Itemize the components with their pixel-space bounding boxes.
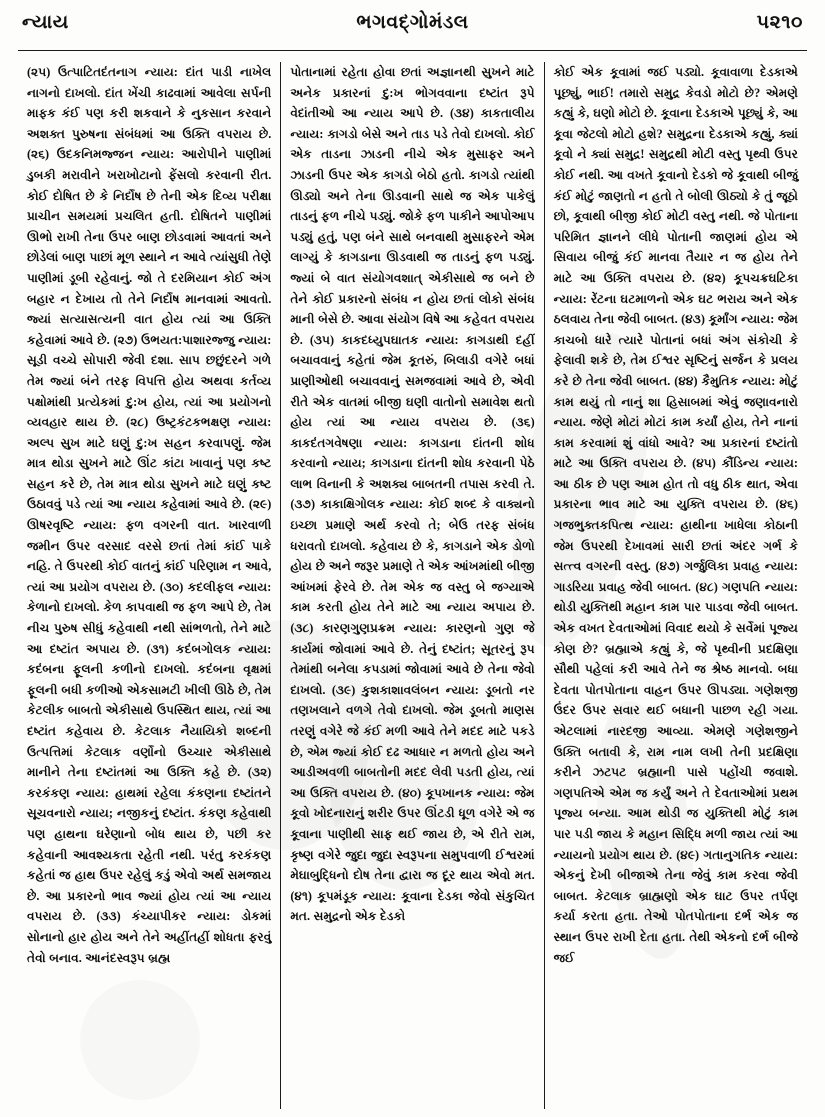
column-paragraph: પોતાનામાં રહેતા હોવા છતાં અજ્ઞાનથી સુખને માટે અનેક પ્રકારનાં દુ:ખ ભોગવવાના દષ્ટાંત રૂપે વેદાંતીઓ આ ન્યાય આપે છે. (૩૪) કાકતાલીય ન્યાય: કાગડો બેસે અને તાડ પડે તેવો દાખલો. કોઈ એક તાડના ઝાડની નીચે એક મુસાફર અને ઝાડની ઉપર એક કાગડો બેઠો હતો. કાગડો ત્યાંથી ઊડ્યો અને તેના ઊડવાની સાથે જ એક પાકેલું તાડનું ફળ નીચે પડ્યું. જોકે ફળ પાકીને આપોઆપ પડ્યું હતું, પણ બંને સાથે બનવાથી મુસાફરને એમ લાગ્યું કે કાગડાના ઊડવાથી જ તાડનું ફળ પડ્યું. જ્યાં બે વાત સંયોગવશાત્ એકીસાથે જ બને છે તેને કોઈ પ્રકારનો સંબંધ ન હોય છતાં લોકો સંબંધ માની બેસે છે. આવા સંયોગ વિષે આ કહેવત વપરાય છે. (૩૫) કાકદધ્યુપઘાતક ન્યાય: કાગડાથી દહીં બચાવવાનું કહેતાં જેમ કૂતરું, બિલાડી વગેરે બધાં પ્રાણીઓથી બચાવવાનું સમજવામાં આવે છે, એવી રીતે એક વાતમાં બીજી ઘણી વાતોનો સમાવેશ થતો હોય ત્યાં આ ન્યાય વપરાય છે. (૩૬) કાકદંતગવેષણા ન્યાય: કાગડાના દાંતની શોધ કરવાનો ન્યાય; કાગડાના દાંતની શોધ કરવાની પેઠે લાભ વિનાની કે અશક્ય બાબતની તપાસ કરવી તે. (૩૭) કાકાક્ષિગોલક ન્યાય: કોઈ શબ્દ કે વાક્યનો ઇચ્છા પ્રમાણે અર્થ કરવો તે; બેઉ તરફ સંબંધ ધરાવતો દાખલો. કહેવાય છે કે, કાગડાને એક ડોળો હોય છે અને જરૂર પ્રમાણે તે એક આંખમાંથી બીજી આંખમાં ફેરવે છે. તેમ એક જ વસ્તુ બે જગ્યાએ કામ કરતી હોય તેને માટે આ ન્યાય અપાય છે. (૩૮) કારણગુણપ્રક્રમ ન્યાય: કારણનો ગુણ જે કાર્યમાં જોવામાં આવે છે. તેનું દષ્ટાંત; સૂતરનું રૂપ તેમાંથી બનેલા કપડામાં જોવામાં આવે છે તેના જેવો દાખલો. (૩૯) કુશકાશાવલંબન ન્યાય: ડૂબતો નર તણખલાને વળગે તેવો દાખલો. જેમ ડૂબતો માણસ તરણું વગેરે જે કંઈ મળી આવે તેને મદદ માટે પકડે છે, એમ જ્યાં કોઈ દઢ આધાર ન મળતો હોય અને આડીઅવળી બાબતોની મદદ લેવી પડતી હોય, ત્યાં આ ઉક્તિ વપરાય છે. (૪૦) કૂપખાનક ન્યાય: જેમ કૂવો ખોદનારાનું શરીર ઉપર ઊંટડી ધૂળ વગેરે એ જ કૂવાના પાણીથી સાફ થઈ જાય છે, એ રીતે રામ, કૃષ્ણ વગેરે જુદા જુદા સ્વરૂપના સમુપવાળી ઈશ્વરમાં મેઘાબુદ્ધિનો દોષ તેના દ્વારા જ દૂર થાય એવો મત. (૪૧) કૂપમંડૂક ન્યાય: કૂવાના દેડકા જેવો સંકુચિત મત. સમુદ્રનો એક દેડકો [290, 65, 535, 924]
page-number: ૫૨૧૦ [756, 12, 803, 33]
running-head-left: ન્યાય [22, 12, 69, 33]
text-column-2 [280, 62, 543, 1109]
column-paragraph: (૨૫) ઉત્પાટિતદંતનાગ ન્યાય: દાંત પાડી નાખેલ નાગનો દાખલો. દાંત ખેંચી કાઢવામાં આવેલા સર્પની માફક કંઈ પણ કરી શકવાને કે નુકસાન કરવાને અશક્ત પુરુષના સંબંધમાં આ ઉક્તિ વપરાય છે. (૨૬) ઉદકનિમજ્જન ન્યાય: આરોપીને પાણીમાં ડુબકી મરાવીને ખરાખોટાનો ફેંસલો કરવાની રીત. કોઈ દોષિત છે કે નિર્દોષ છે તેની એક દિવ્ય પરીક્ષા પ્રાચીન સમયમાં પ્રચલિત હતી. દોષિતને પાણીમાં ઊભો રાખી તેના ઉપર બાણ છોડવામાં આવતાં અને છોડેલાં બાણ પાછાં મૂળ સ્થાને ન આવે ત્યાંસુધી તેણે પાણીમાં ડૂબી રહેવાનું. જો તે દરમિયાન કોઈ અંગ બહાર ન દેખાય તો તેને નિર્દોષ માનવામાં આવતો. જ્યાં સત્યાસત્યની વાત હોય ત્યાં આ ઉક્તિ કહેવામાં આવે છે. (૨૭) ઉભયત:પાશારજ્જુ ન્યાય: સૂડી વચ્ચે સોપારી જેવી દશા. સાપ છછુંદરને ગળે તેમ જ્યાં બંને તરફ વિપત્તિ હોય અથવા કર્તવ્ય પક્ષોમાંથી પ્રત્યેકમાં દુ:ખ હોય, ત્યાં આ પ્રયોગનો વ્યવહાર થાય છે. (૨૮) ઉષ્ટ્રકંટકભક્ષણ ન્યાય: અલ્પ સુખ માટે ઘણું દુ:ખ સહન કરવાપણું. જેમ માત્ર થોડા સુખને માટે ઊંટ કાંટા ખાવાનું પણ કષ્ટ સહન કરે છે, તેમ માત્ર થોડા સુખને માટે ઘણું કષ્ટ ઉઠાવવું પડે ત્યાં આ ન્યાય કહેવામાં આવે છે. (૨૯) ઊષરવૃષ્ટિ ન્યાય: ફળ વગરની વાત. ખારવાળી જમીન ઉપર વરસાદ વરસે છતાં તેમાં કાંઈ પાકે નહિ. તે ઉપરથી કોઈ વાતનું કાંઈ પરિણામ ન આવે, ત્યાં આ પ્રયોગ વપરાય છે. (૩૦) કદલીફલ ન્યાય: કેળાનો દાખલો. કેળ કાપવાથી જ ફળ આપે છે, તેમ નીચ પુરુષ સીધું કહેવાથી નથી સાંભળતો, તેને માટે આ દષ્ટાંત અપાય છે. (૩૧) કદંબગોલક ન્યાય: કદંબના ફૂલની કળીનો દાખલો. કદંબના વૃક્ષમાં ફૂલની બધી કળીઓ એકસામટી ખીલી ઊઠે છે, તેમ કેટલીક બાબતો એકીસાથે ઉપસ્થિત થાય, ત્યાં આ દષ્ટાંત કહેવાય છે. કેટલાક નૈયાયિકો શબ્દની ઉત્પત્તિમાં કેટલાક વર્ણોનો ઉચ્ચાર એકીસાથે માનીને તેના દષ્ટાંતમાં આ ઉક્તિ કહે છે. (૩૨) કરકંકણ ન્યાય: હાથમાં રહેલા કંકણના દષ્ટાંતને સૂચવનારો ન્યાય; નજીકનું દષ્ટાંત. કંકણ કહેવાથી પણ હાથના ઘરેણાનો બોધ થાય છે, પછી કર કહેવાની આવશ્યકતા રહેતી નથી. પરંતુ કરકંકણ કહેતાં જ હાથ ઉપર રહેલું કડું એવો અર્થ સમજાય છે. આ પ્રકારનો ભાવ જ્યાં હોય ત્યાં આ ન્યાય વપરાય છે. (૩૩) કંચ્યાપીકર ન્યાય: ડોકમાં સોનાનો હાર હોય અને તેને અહીંતહીં શોધતા ફરવું તેવો બનાવ. આનંદસ્વરૂપ બ્રહ્મ [27, 65, 272, 965]
column-container [18, 62, 807, 1109]
column-paragraph: કોઈ એક કૂવામાં જઈ પડ્યો. કૂવાવાળા દેડકાએ પૂછ્યું, ભાઈ! તમારો સમુદ્ર કેવડો મોટો છે? એમણે કહ્યું કે, ઘણો મોટો છે. કૂવાના દેડકાએ પૂછ્યું કે, આ કૂવા જેટલો મોટો હશે? સમુદ્રના દેડકાએ કહ્યું, ક્યાં કૂવો ને ક્યાં સમુદ્ર! સમુદ્રથી મોટી વસ્તુ પૃથ્વી ઉપર કોઈ નથી. આ વખતે કૂવાનો દેડકો જે કૂવાથી બીજું કંઈ મોટું જાણતો ન હતો તે બોલી ઊઠ્યો કે તું જૂઠો છો, કૂવાથી બીજી કોઈ મોટી વસ્તુ નથી. જે પોતાના પરિમિત જ્ઞાનને લીધે પોતાની જાણમાં હોય એ સિવાય બીજું કંઈ માનવા તૈયાર ન જ હોય તેને માટે આ ઉક્તિ વપરાય છે. (૪૨) કૂપચક્રઘટિકા ન્યાય: રેંટના ઘટમાળનો એક ઘટ ભરાય અને એક ઠલવાય તેના જેવી બાબત. (૪૩) કૂર્માંગ ન્યાય: જેમ કાચબો ધારે ત્યારે પોતાનાં બધાં અંગ સંકોચી કે ફેલાવી શકે છે, તેમ ઈશ્વર સૃષ્ટિનું સર્જન કે પ્રલય કરે છે તેના જેવી બાબત. (૪૪) કૈમુતિક ન્યાય: મોટું કામ થયું તો નાનું શા હિસાબમાં એવું જણાવનારો ન્યાય. જેણે મોટાં મોટાં કામ કર્યાં હોય, તેને નાનાં કામ કરવામાં શું વાંધો આવે? આ પ્રકારનાં દષ્ટાંતો માટે આ ઉક્તિ વપરાય છે. (૪૫) કૌંડિન્ય ન્યાય: આ ઠીક છે પણ આમ હોત તો વધુ ઠીક થાત, એવા પ્રકારના ભાવ માટે આ યુક્તિ વપરાય છે. (૪૬) ગજભુક્તકપિત્થ ન્યાય: હાથીના ખાધેલા કોઠાની જેમ ઉપરથી દેખાવમાં સારી છતાં અંદર ગર્ભ કે સત્ત્વ વગરની વસ્તુ. (૪૭) ગર્જુલિકા પ્રવાહ ન્યાય: ગાડરિયા પ્રવાહ જેવી બાબત. (૪૮) ગણપતિ ન્યાય: થોડી યુક્તિથી મહાન કામ પાર પાડવા જેવી બાબત. એક વખત દેવતાઓમાં વિવાદ થયો કે સર્વેમાં પૂજ્ય કોણ છે? બ્રહ્માએ કહ્યું કે, જે પૃથ્વીની પ્રદક્ષિણા સૌથી પહેલાં કરી આવે તેને જ શ્રેષ્ઠ માનવો. બધા દેવતા પોતપોતાના વાહન ઉપર ઊપડ્યા. ગણેશજી ઉંદર ઉપર સવાર થઈ બધાની પાછળ રહી ગયા. એટલામાં નારદજી આવ્યા. એમણે ગણેશજીને ઉક્તિ બતાવી કે, રામ નામ લખી તેની પ્રદક્ષિણા કરીને ઝટપટ બ્રહ્માની પાસે પહોંચી જવાશે. ગણપતિએ એમ જ કર્યું અને તે દેવતાઓમાં પ્રથમ પૂજ્ય બન્યા. આમ થોડી જ યુક્તિથી મોટું કામ પાર પડી જાય કે મહાન સિદ્ધિ મળી જાય ત્યાં આ ન્યાયનો પ્રયોગ થાય છે. (૪૯) ગતાનુગતિક ન્યાય: એકનું દેખી બીજાએ તેના જેવું કામ કરવા જેવી બાબત. કેટલાક બ્રાહ્મણો એક ઘાટ ઉપર તર્પણ કર્યા કરતા હતા. તેઓ પોતપોતાના દર્ભ એક જ સ્થાન ઉપર રાખી દેતા હતા. તેથી એકનો દર્ભ બીજે જઈ [553, 65, 798, 965]
text-column-3 [544, 62, 807, 1109]
header-divider-rule [18, 50, 807, 51]
text-column-1 [18, 62, 280, 1109]
page-title: ભગવદ્ગોમંડલ [356, 12, 469, 33]
page-header [0, 0, 825, 52]
